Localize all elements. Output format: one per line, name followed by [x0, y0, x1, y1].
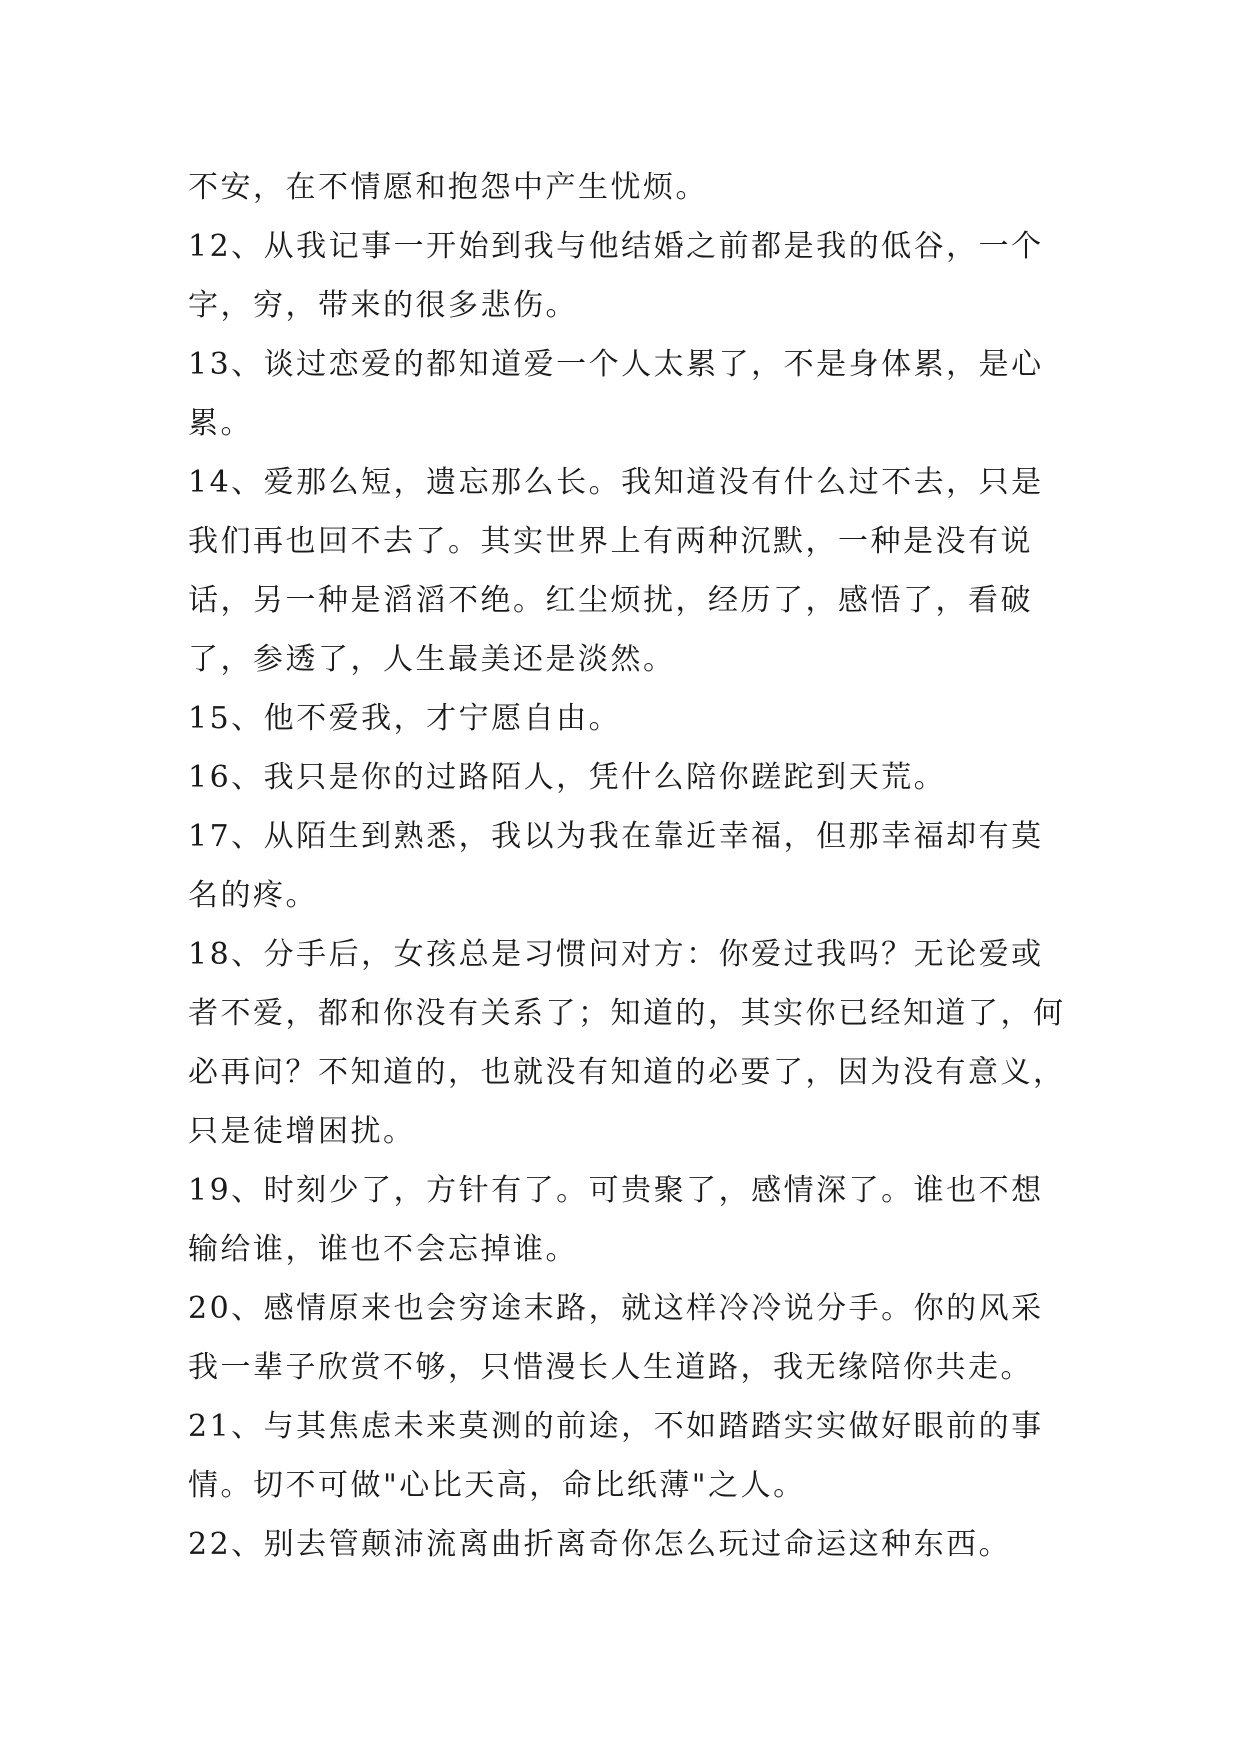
paragraph-19: 19、时刻少了，方针有了。可贵聚了，感情深了。谁也不想输给谁，谁也不会忘掉谁。	[188, 1173, 1044, 1267]
paragraph-continuation: 不安，在不情愿和抱怨中产生忧烦。	[188, 170, 708, 205]
paragraph-14: 14、爱那么短，遗忘那么长。我知道没有什么过不去，只是我们再也回不去了。其实世界上有两种沉默，一种是没有说话，另一种是滔滔不绝。红尘烦扰，经历了，感悟了，看破了，参透了，人生最美还是淡然。	[188, 465, 1044, 677]
paragraph-21: 21、与其焦虑未来莫测的前途，不如踏踏实实做好眼前的事情。切不可做"心比天高，命比纸薄"之人。	[188, 1409, 1044, 1503]
document-body	[188, 158, 1068, 1574]
paragraph-20: 20、感情原来也会穷途末路，就这样冷冷说分手。你的风采我一辈子欣赏不够，只惜漫长人生道路，我无缘陪你共走。	[188, 1291, 1044, 1385]
paragraph-22: 22、别去管颠沛流离曲折离奇你怎么玩过命运这种东西。	[188, 1527, 1012, 1562]
paragraph-17: 17、从陌生到熟悉，我以为我在靠近幸福，但那幸福却有莫名的疼。	[188, 819, 1044, 913]
paragraph-18: 18、分手后，女孩总是习惯问对方：你爱过我吗？无论爱或者不爱，都和你没有关系了；知道的，其实你已经知道了，何必再问？不知道的，也就没有知道的必要了，因为没有意义，只是徒增困扰。	[188, 937, 1066, 1149]
paragraph-15: 15、他不爱我，才宁愿自由。	[188, 701, 622, 736]
paragraph-13: 13、谈过恋爱的都知道爱一个人太累了，不是身体累，是心累。	[188, 347, 1044, 441]
paragraph-16: 16、我只是你的过路陌人，凭什么陪你蹉跎到天荒。	[188, 760, 947, 795]
paragraph-12: 12、从我记事一开始到我与他结婚之前都是我的低谷，一个字，穷，带来的很多悲伤。	[188, 229, 1044, 323]
